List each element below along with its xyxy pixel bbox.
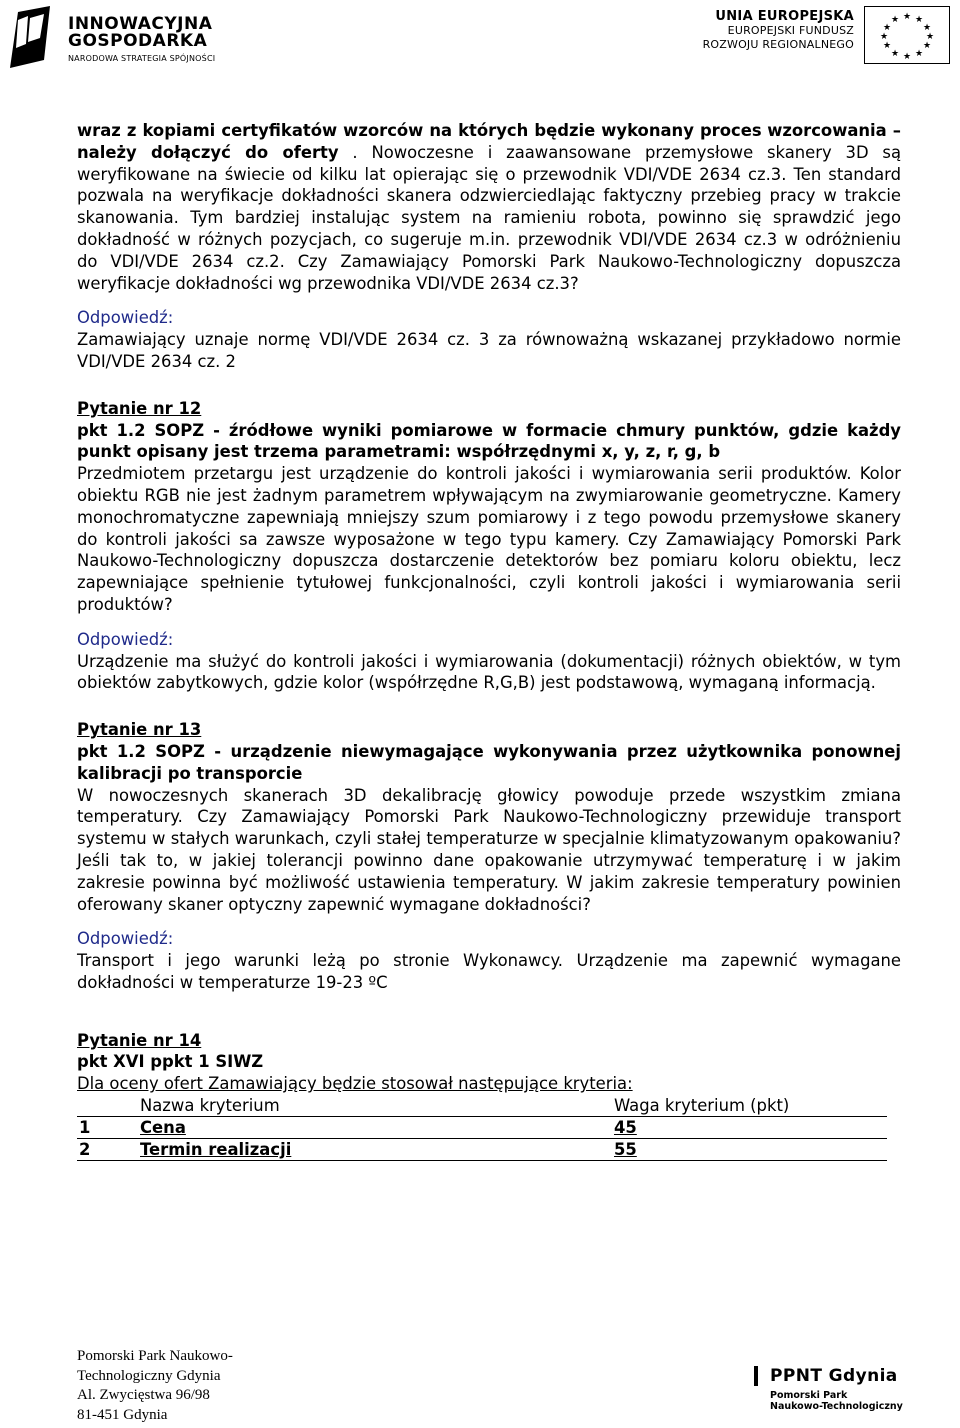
answer-13: Transport i jego warunki leżą po stronie Wykonawcy. Urządzenie ma zapewnić wymagane dokładności w temperaturze 19-23 ºC [77,951,901,992]
intro-body: . Nowoczesne i zaawansowane przemysłowe skanery 3D są weryfikowane na świecie od kilku lat opierając się o przewodnik VDI/VDE 2634 cz.3. Ten standard pozwala na weryfikacje dokładności skanera odzwierciedlając faktyczny przebieg pracy w trakcie skanowania. Tym bardziej instalując system na ramieniu robota, powinno się sprawdzić jego dokładność w różnych pozycjach, co sugeruje m.in. przewodnik VDI/VDE 2634 cz.3 w odróżnieniu do VDI/VDE 2634 cz.2. Czy Zamawiający Pomorski Park Naukowo-Technologiczny dopuszcza weryfikacje dokładności wg przewodnika VDI/VDE 2634 cz.3? [77,142,901,293]
ppnt-logo-sub1: Pomorski Park [770,1390,848,1401]
criteria-row-num: 1 [77,1117,138,1139]
document-body [77,120,901,1161]
ppnt-logo-sub2: Naukowo-Technologiczny [770,1401,903,1412]
page-header [0,0,960,80]
svg-text:★: ★ [882,23,892,33]
answer-label-intro: Odpowiedź: [77,308,174,328]
question-12-subject: pkt 1.2 SOPZ - źródłowe wyniki pomiarowe w formacie chmury punktów, gdzie każdy punkt opisany jest trzema parametrami: współrzędnymi x, y, z, r, g, b [77,420,901,462]
criteria-header-weight: Waga kryterium (pkt) [612,1095,887,1117]
innowacyjna-gospodarka-logo [4,4,244,70]
question-13-body: W nowoczesnych skanerach 3D dekalibrację głowicy powoduje przede wszystkim zmiana temperatury. Czy Zamawiający Pomorski Park Naukowo-Technologiczny przewiduje transport systemu w stałych warunkach, czyli stałej temperaturze w specjalnie klimatyzowanym opakowaniu? Jeśli tak to, w jakiej tolerancji powinno dane opakowanie utrzymywać temperaturę i w jakim zakresie powinna być możliwość ustawienia temperatury. W jakim zakresie temperatury powinien oferowany skaner optyczny zapewnić wymagane dokładności? [77,785,901,914]
eu-logo-line3: ROZWOJU REGIONALNEGO [702,38,854,51]
answer-12: Urządzenie ma służyć do kontroli jakości i wymiarowania (dokumentacji) różnych obiektów, w tym obiektów zabytkowych, gdzie kolor (współrzędne R,G,B) jest podstawową, wymaganą informacją. [77,651,901,693]
svg-text:★: ★ [922,23,932,33]
svg-text:★: ★ [879,32,889,42]
svg-text:★: ★ [922,41,932,51]
criteria-row-name: Cena [138,1117,612,1139]
question-12-heading: Pytanie nr 12 [77,398,202,418]
criteria-row-weight: 55 [612,1139,887,1161]
table-row [77,1117,887,1139]
criteria-row-weight: 45 [612,1117,887,1139]
ppnt-logo [758,1360,908,1422]
ppnt-mark-icon [752,1360,766,1422]
svg-text:★: ★ [902,52,912,62]
svg-text:★: ★ [914,49,924,59]
footer-address-line3: Al. Zwycięstwa 96/98 [77,1387,210,1403]
eu-logo-line2: EUROPEJSKI FUNDUSZ [727,24,854,37]
eu-logo-text [703,9,854,52]
criteria-table [77,1095,887,1161]
footer-address-line1: Pomorski Park Naukowo- [77,1348,233,1364]
table-row [77,1139,887,1161]
question-14-subject: pkt XVI ppkt 1 SIWZ [77,1052,264,1072]
intro-bold-lead-2: wzorcowania – należy dołączyć do oferty [77,121,901,162]
question-13-heading: Pytanie nr 13 [77,720,202,740]
question-14-intro: Dla oceny ofert Zamawiający będzie stosował następujące kryteria: [77,1074,633,1094]
footer-address [77,1347,233,1425]
answer-intro: Zamawiający uznaje normę VDI/VDE 2634 cz. 3 za równoważną wskazanej przykładowo normie VDI/VDE 2634 cz. 2 [77,330,901,371]
footer-address-line2: Technologiczny Gdynia [77,1367,221,1384]
svg-text:★: ★ [890,15,900,25]
ig-flag-icon [4,4,60,70]
answer-label-13: Odpowiedź: [77,929,174,949]
eu-flag-icon [864,6,950,64]
answer-label-12: Odpowiedź: [77,629,174,649]
footer-address-line4: 81-451 Gdynia [77,1406,168,1423]
question-12-body: Przedmiotem przetargu jest urządzenie do kontroli jakości i wymiarowania serii produktów. Kolor obiektu RGB nie jest żadnym parametrem wpływającym na zwymiarowanie geometryczne. Kamery monochromatyczne zapewniają mniejszy szum pomiarowy i z tego powodu przemysłowe skanery do kontroli jakości sa zawsze wyposażone w tego typu kamery. Czy Zamawiający Pomorski Park Naukowo-Technologiczny dopuszcza dostarczenie detektorów bez pomiaru koloru obiektu, lecz zapewniające spełnienie tytułowej funkcjonalności, czyli kontroli jakości i wymiarowania serii produktów? [77,464,901,614]
svg-text:★: ★ [925,32,935,42]
criteria-table-header [77,1095,887,1117]
ig-logo-line1: INNOWACYJNA [68,14,213,34]
question-13-subject: pkt 1.2 SOPZ - urządzenie niewymagające wykonywania przez użytkownika ponownej kalibracji po transporcie [77,741,901,783]
svg-text:★: ★ [882,41,892,51]
intro-paragraph [77,120,901,294]
question-14-heading: Pytanie nr 14 [77,1030,202,1050]
svg-text:★: ★ [902,12,912,22]
criteria-row-num: 2 [77,1139,138,1161]
intro-bold-lead-1: wraz z kopiami certyfikatów wzorców na których będzie wykonany proces [77,121,762,140]
ppnt-logo-title: PPNT Gdynia [770,1366,898,1386]
criteria-row-name: Termin realizacji [138,1139,612,1161]
eu-logo-line1: UNIA EUROPEJSKA [715,9,854,24]
ig-logo-line3: NARODOWA STRATEGIA SPÓJNOŚCI [68,54,216,63]
criteria-header-num [77,1095,138,1117]
ppnt-logo-subtitle [770,1390,903,1412]
criteria-header-name: Nazwa kryterium [138,1095,612,1117]
ig-logo-line2: GOSPODARKA [68,31,208,51]
svg-text:★: ★ [890,49,900,59]
svg-text:★: ★ [914,15,924,25]
